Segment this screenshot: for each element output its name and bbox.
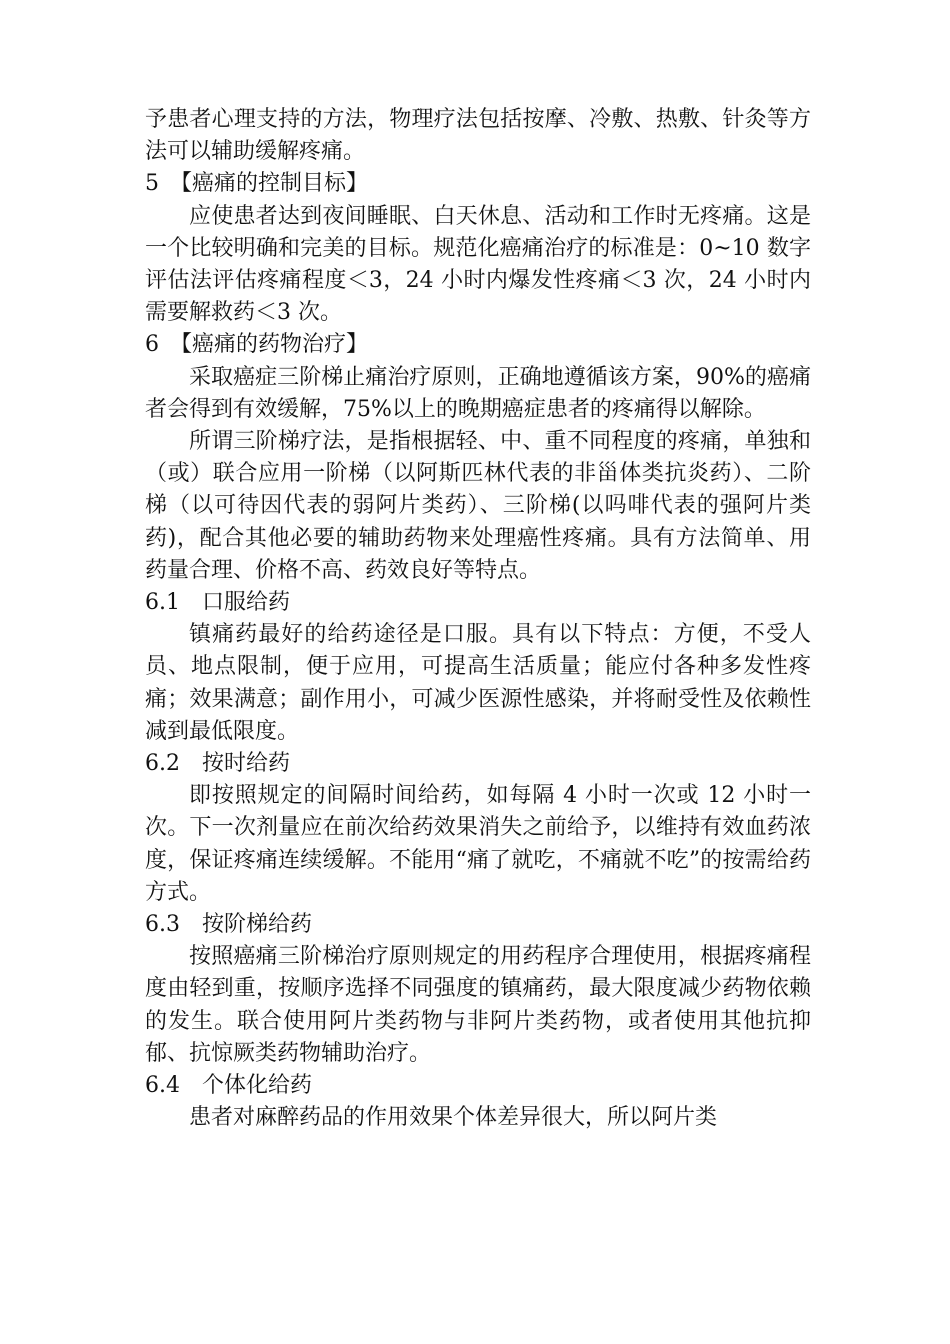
paragraph-individualized-administration: 患者对麻醉药品的作用效果个体差异很大，所以阿片类 (189, 1105, 718, 1131)
section-heading-6: 6 【癌痛的药物治疗】 (145, 332, 368, 358)
paragraph-three-step-principle: 采取癌症三阶梯止痛治疗原则，正确地遵循该方案，90%的癌痛者会得到有效缓解，75%以上的晚期癌症患者的疼痛得以解除。 (145, 364, 811, 422)
section-heading-6-1: 6.1 口服给药 (145, 590, 290, 616)
paragraph-scheduled-administration: 即按照规定的间隔时间给药，如每隔 4 小时一次或 12 小时一次。下一次剂量应在前次给药效果消失之前给予，以维持有效血药浓度，保证疼痛连续缓解。不能用“痛了就吃，不痛就不吃”的按需给药方式。 (145, 783, 811, 905)
section-heading-6-3: 6.3 按阶梯给药 (145, 912, 312, 938)
paragraph-continuation: 予患者心理支持的方法，物理疗法包括按摩、冷敷、热敷、针灸等方法可以辅助缓解疼痛。 (145, 107, 811, 165)
paragraph-oral-administration: 镇痛药最好的给药途径是口服。具有以下特点：方便，不受人员、地点限制，便于应用，可提高生活质量；能应付各种多发性疼痛；效果满意；副作用小，可减少医源性感染，并将耐受性及依赖性减到最低限度。 (145, 622, 811, 744)
document-page (145, 104, 811, 1135)
paragraph-stepwise-administration: 按照癌痛三阶梯治疗原则规定的用药程序合理使用，根据疼痛程度由轻到重，按顺序选择不同强度的镇痛药，最大限度减少药物依赖的发生。联合使用阿片类药物与非阿片类药物，或者使用其他抗抑郁、抗惊厥类药物辅助治疗。 (145, 944, 811, 1066)
section-heading-6-4: 6.4 个体化给药 (145, 1073, 312, 1099)
paragraph-three-step-definition: 所谓三阶梯疗法，是指根据轻、中、重不同程度的疼痛，单独和（或）联合应用一阶梯（以阿斯匹林代表的非甾体类抗炎药）、二阶梯（以可待因代表的弱阿片类药）、三阶梯(以吗啡代表的强阿片类药)，配合其他必要的辅助药物来处理癌性疼痛。具有方法简单、用药量合理、价格不高、药效良好等特点。 (145, 429, 811, 583)
section-heading-5: 5 【癌痛的控制目标】 (145, 171, 368, 197)
paragraph-control-goal: 应使患者达到夜间睡眠、白天休息、活动和工作时无疼痛。这是一个比较明确和完美的目标。规范化癌痛治疗的标准是：0~10 数字评估法评估疼痛程度＜3，24 小时内爆发性疼痛＜3 次，24 小时内需要解救药＜3 次。 (145, 203, 811, 326)
section-heading-6-2: 6.2 按时给药 (145, 751, 290, 777)
